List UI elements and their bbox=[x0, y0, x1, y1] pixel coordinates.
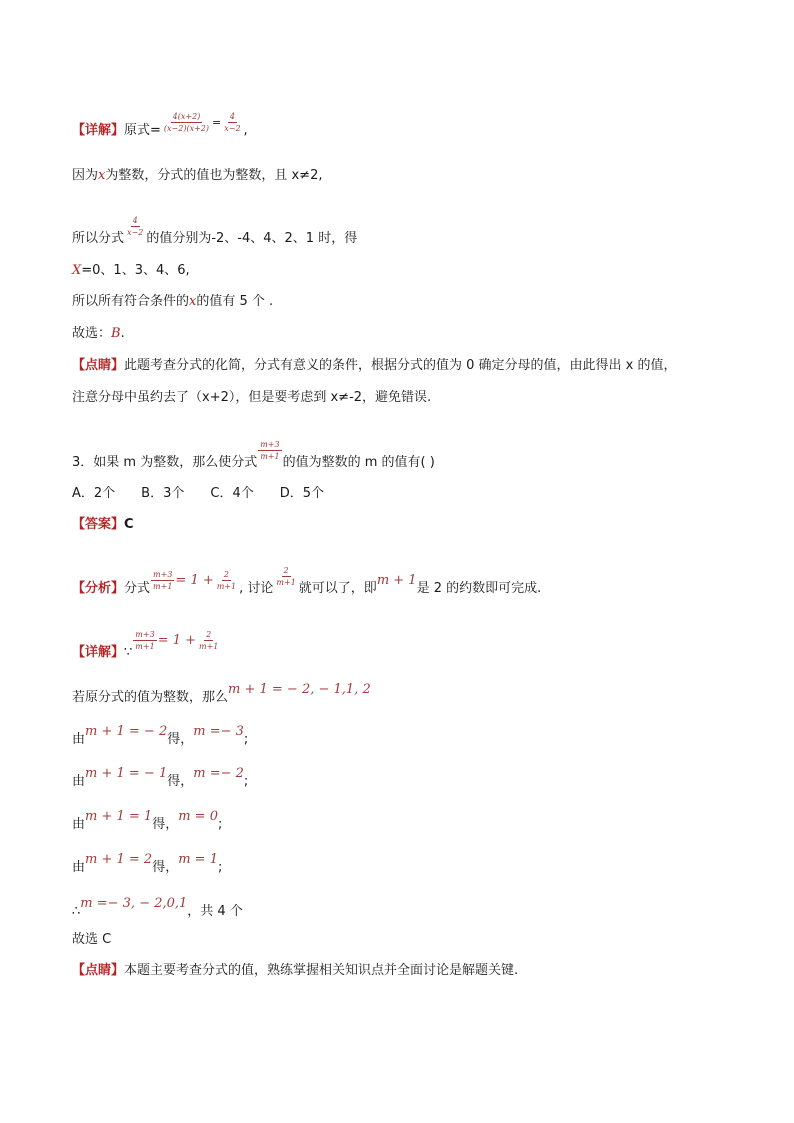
text: 所以所有符合条件的 bbox=[72, 294, 190, 309]
choice-c: C．4个 bbox=[210, 486, 254, 501]
fraction-m3-over-m1: $\frac{m+3}{m+1}$ bbox=[260, 440, 280, 461]
var-X: X bbox=[72, 263, 82, 278]
text: 由 bbox=[72, 817, 86, 832]
math-equation: m + 1 = 2 bbox=[85, 852, 153, 867]
math-result: m = 1 bbox=[178, 852, 218, 867]
detail-line-2 bbox=[72, 168, 322, 184]
text: 就可以了，即 bbox=[298, 581, 377, 596]
text: ，共 4 个 bbox=[187, 904, 243, 919]
text: 得， bbox=[152, 817, 179, 832]
comment-line-1 bbox=[72, 358, 677, 374]
comment-tag: 【点睛】 bbox=[72, 963, 125, 978]
fraction-2-over-m1: $\frac{2}{m+1}$ bbox=[276, 566, 296, 587]
math-result: m =− 2 bbox=[193, 766, 244, 781]
answer-tag: 【答案】 bbox=[72, 517, 125, 532]
text: 的值分别为-2、-4、4、2、1 时，得 bbox=[146, 231, 358, 246]
text: 得， bbox=[167, 774, 194, 789]
detail-line-4 bbox=[72, 263, 190, 279]
comment-q3-line bbox=[72, 963, 518, 979]
choice-b: B．3个 bbox=[141, 486, 185, 501]
therefore-line bbox=[72, 896, 243, 920]
detail-tag: 【详解】 bbox=[72, 645, 125, 660]
question-3-stem bbox=[72, 440, 435, 473]
text: 得， bbox=[152, 860, 179, 875]
because-symbol: ∵ bbox=[124, 645, 133, 660]
var-x: x bbox=[189, 294, 197, 309]
text: 注意分母中虽约去了（x+2），但是要考虑到 x≠-2，避免错误. bbox=[72, 390, 432, 405]
choice-a: A．2个 bbox=[72, 486, 116, 501]
detail-q3-line bbox=[72, 630, 221, 663]
equals-one-plus: = 1 + bbox=[175, 573, 214, 588]
fraction-m3-over-m1: $\frac{m+3}{m+1}$ bbox=[153, 570, 173, 591]
therefore-symbol: ∴ bbox=[72, 904, 81, 919]
case-line-2 bbox=[72, 766, 249, 790]
step-line bbox=[72, 682, 371, 706]
math-equation: m + 1 = − 1 bbox=[85, 766, 168, 781]
text: 得， bbox=[167, 732, 194, 747]
case-line-3 bbox=[72, 809, 223, 833]
text: 故选 C bbox=[72, 932, 112, 947]
text: 本题主要考查分式的值，熟练掌握相关知识点并全面讨论是解题关键. bbox=[124, 963, 519, 978]
var-x: x bbox=[98, 168, 106, 183]
text: . bbox=[120, 326, 125, 341]
comma: , bbox=[243, 123, 248, 138]
text: 因为 bbox=[72, 168, 99, 183]
detail-line-1 bbox=[72, 112, 248, 141]
text: ; bbox=[217, 817, 223, 832]
text: 分式 bbox=[124, 581, 151, 596]
text: 此题考查分式的化简，分式有意义的条件，根据分式的值为 0 确定分母的值，由此得出 x 的值， bbox=[124, 358, 677, 373]
text: ; bbox=[243, 732, 249, 747]
text: 所以分式 bbox=[72, 231, 125, 246]
math-result: m =− 3 bbox=[193, 724, 244, 739]
answer-value: C bbox=[124, 517, 134, 532]
text: 的值有 5 个 . bbox=[196, 294, 274, 309]
answer-line bbox=[72, 517, 134, 533]
math-m-plus-1: m + 1 bbox=[376, 573, 417, 588]
answer-B: B bbox=[111, 326, 121, 341]
choose-line bbox=[72, 932, 111, 948]
fraction-2-over-m1: $\frac{2}{m+1}$ bbox=[199, 630, 219, 651]
math-equation: m + 1 = 1 bbox=[85, 809, 153, 824]
math-result: m = 0 bbox=[178, 809, 218, 824]
fraction-2-over-m1: $\frac{2}{m+1}$ bbox=[216, 570, 237, 591]
text: , 讨论 bbox=[239, 581, 274, 596]
choice-d: D．5个 bbox=[279, 486, 325, 501]
text: =0、1、3、4、6, bbox=[81, 263, 190, 278]
text: 3．如果 m 为整数，那么使分式 bbox=[72, 455, 258, 470]
comment-line-2 bbox=[72, 390, 431, 406]
text: 由 bbox=[72, 860, 86, 875]
comment-tag: 【点睛】 bbox=[72, 358, 125, 373]
text: ; bbox=[217, 860, 223, 875]
text: 由 bbox=[72, 732, 86, 747]
text: 的值为整数的 m 的值有( ) bbox=[282, 455, 435, 470]
text: 若原分式的值为整数，那么 bbox=[72, 690, 229, 705]
original-expr-label: 原式= bbox=[124, 123, 161, 138]
fraction-m3-over-m1: $\frac{m+3}{m+1}$ bbox=[135, 630, 155, 651]
equals-sign: = bbox=[212, 116, 222, 129]
case-line-4 bbox=[72, 852, 223, 876]
fraction-simplify-right: $\frac{4}{x-2}$ bbox=[224, 112, 241, 133]
math-values: m + 1 = − 2, − 1,1, 2 bbox=[228, 682, 371, 697]
fraction-simplify-left: $\frac{4(x+2)}{(x-2)(x+2)}$ bbox=[163, 112, 210, 133]
text: 由 bbox=[72, 774, 86, 789]
analysis-tag: 【分析】 bbox=[72, 581, 125, 596]
math-equation: m + 1 = − 2 bbox=[85, 724, 168, 739]
detail-line-3 bbox=[72, 216, 358, 249]
case-line-1 bbox=[72, 724, 249, 748]
equals-one-plus: = 1 + bbox=[157, 633, 197, 648]
math-solutions: m =− 3, − 2,0,1 bbox=[80, 896, 188, 911]
detail-line-6 bbox=[72, 326, 125, 342]
detail-line-5 bbox=[72, 294, 273, 310]
analysis-line bbox=[72, 566, 542, 599]
text: 是 2 的约数即可完成. bbox=[416, 581, 542, 596]
text: ; bbox=[243, 774, 249, 789]
detail-tag: 【详解】 bbox=[72, 123, 125, 138]
text: 为整数，分式的值也为整数，且 x≠2, bbox=[105, 168, 323, 183]
text: 故选： bbox=[72, 326, 112, 341]
question-3-choices bbox=[72, 486, 350, 502]
fraction-4-over-x-2: $\frac{4}{x-2}$ bbox=[127, 216, 144, 237]
